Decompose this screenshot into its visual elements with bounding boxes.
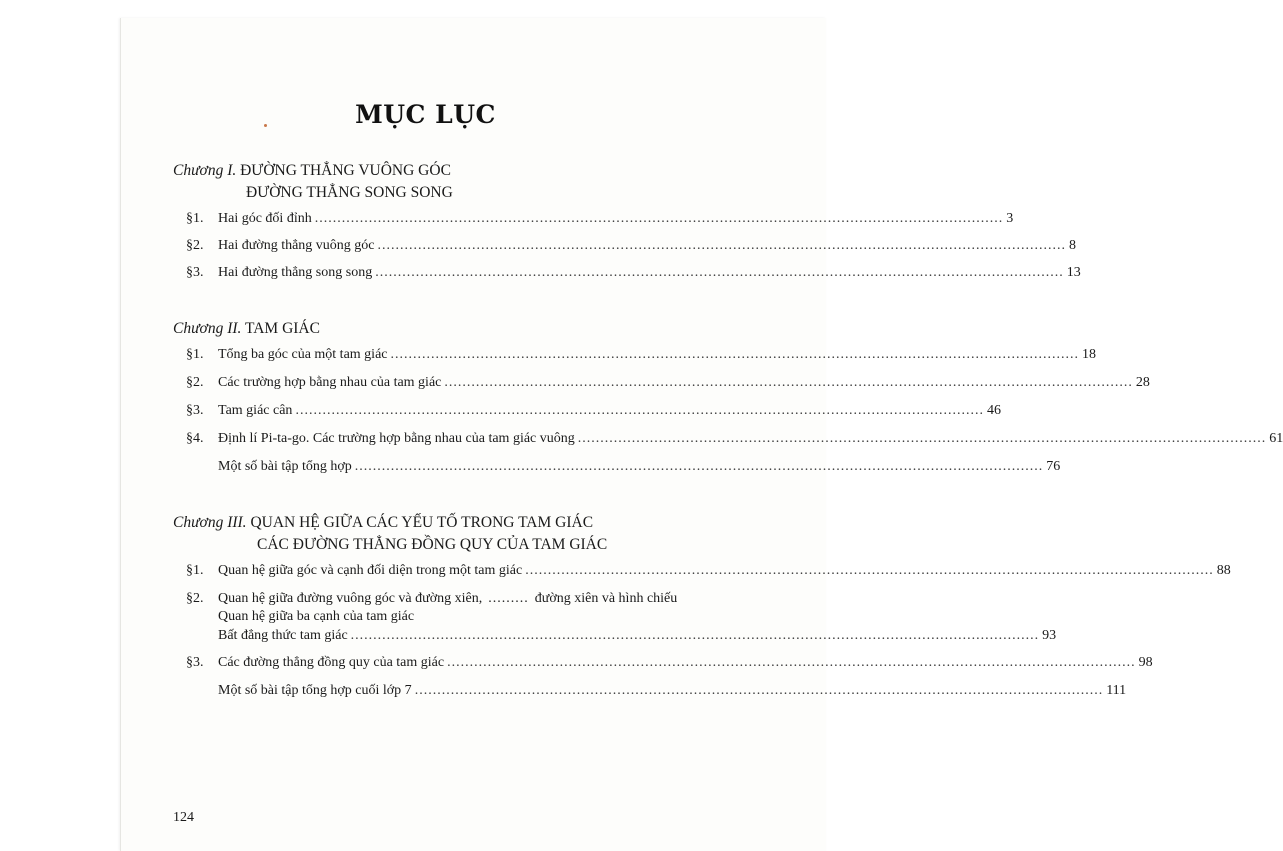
toc-entry[interactable] [186, 561, 1231, 581]
toc-entry[interactable] [186, 209, 1014, 229]
page-ref: 111 [1106, 683, 1127, 698]
toc-entry[interactable] [186, 236, 1077, 256]
section-number: §2. [186, 238, 204, 253]
dot-leader: ......................................................................................................................................................... [444, 375, 1133, 390]
dot-leader: ......................................................................................................................................................... [375, 265, 1064, 280]
entry-title: Một số bài tập tổng hợp [218, 459, 352, 474]
dot-leader: ......................................................................................................................................................... [414, 683, 1104, 698]
dot-leader: ......................................................................................................................................................... [377, 238, 1067, 253]
dot-leader: ......................................................................................................................................................... [577, 431, 1267, 446]
dot-leader: ......................................................................................................................................................... [525, 563, 1214, 578]
chapter-1-heading [173, 160, 453, 204]
toc-entry[interactable] [218, 681, 1127, 701]
toc-entry[interactable] [186, 345, 1096, 365]
section-number: §1. [186, 563, 204, 578]
entry-title-part-c: Quan hệ giữa ba cạnh của tam giác [218, 609, 415, 624]
page-ref: 46 [986, 403, 1001, 418]
chapter-1-title-line1: ĐƯỜNG THẲNG VUÔNG GÓC [240, 162, 451, 179]
toc-entry-multiline[interactable] [186, 589, 696, 609]
section-number: §1. [186, 347, 204, 362]
section-number: §3. [186, 655, 204, 670]
section-number: §2. [186, 591, 204, 606]
entry-title: Hai đường thẳng song song [218, 265, 373, 280]
chapter-1-title-line2: ĐƯỜNG THẲNG SONG SONG [246, 184, 453, 201]
toc-entry[interactable] [218, 457, 1061, 477]
entry-title: Định lí Pi-ta-go. Các trường hợp bằng nhau của tam giác vuông [218, 431, 575, 446]
entry-title-part-b: đường xiên và hình chiếu [534, 591, 678, 606]
entry-title-part-a: Quan hệ giữa đường vuông góc và đường xiên, [218, 591, 483, 606]
entry-title: Tổng ba góc của một tam giác [218, 347, 388, 362]
page-ref: 3 [1006, 211, 1014, 226]
page-ref: 13 [1066, 265, 1081, 280]
chapter-2-title-line1: TAM GIÁC [245, 320, 320, 337]
dot-leader: ......................................................................................................................................................... [314, 211, 1004, 226]
entry-title: Hai đường thẳng vuông góc [218, 238, 375, 253]
section-number: §3. [186, 265, 204, 280]
dot-leader: ......................................................................................................................................................... [390, 347, 1079, 362]
page-ref: 88 [1216, 563, 1231, 578]
toc-entry[interactable] [186, 401, 1001, 421]
chapter-3-title-line1: QUAN HỆ GIỮA CÁC YẾU TỐ TRONG TAM GIÁC [250, 514, 594, 531]
section-number: §4. [186, 431, 204, 446]
page-ref: 61 [1269, 431, 1283, 446]
chapter-2-prefix: Chương II. [173, 320, 242, 337]
toc-entry[interactable] [186, 429, 1283, 449]
entry-title: Các trường hợp bằng nhau của tam giác [218, 375, 442, 390]
ink-speck [264, 124, 267, 127]
page-ref: 98 [1138, 655, 1153, 670]
section-number: §2. [186, 375, 204, 390]
page-number: 124 [173, 810, 194, 825]
toc-entry[interactable] [186, 373, 1150, 393]
toc-entry-continuation[interactable] [218, 626, 1057, 646]
section-number: §3. [186, 403, 204, 418]
dot-leader: ......................................................................................................................................................... [295, 403, 984, 418]
dot-leader: ......... [488, 591, 529, 606]
page-ref: 93 [1042, 628, 1057, 643]
entry-title: Các đường thẳng đồng quy của tam giác [218, 655, 445, 670]
dot-leader: ......................................................................................................................................................... [447, 655, 1136, 670]
section-number: §1. [186, 211, 204, 226]
page-ref: 8 [1069, 238, 1077, 253]
entry-title: Tam giác cân [218, 403, 293, 418]
toc-entry[interactable] [186, 653, 1153, 673]
page-ref: 76 [1046, 459, 1061, 474]
chapter-3-prefix: Chương III. [173, 514, 247, 531]
dot-leader: ......................................................................................................................................................... [354, 459, 1044, 474]
page-title: MỤC LỤC [355, 100, 496, 129]
entry-title: Quan hệ giữa góc và cạnh đối diện trong một tam giác [218, 563, 523, 578]
chapter-3-heading [173, 512, 607, 556]
chapter-2-heading [173, 318, 320, 340]
entry-title: Một số bài tập tổng hợp cuối lớp 7 [218, 683, 412, 698]
chapter-1-prefix: Chương I. [173, 162, 237, 179]
entry-title: Bất đẳng thức tam giác [218, 628, 348, 643]
chapter-3-title-line2: CÁC ĐƯỜNG THẲNG ĐỒNG QUY CỦA TAM GIÁC [257, 536, 608, 553]
toc-entry[interactable] [186, 263, 1081, 283]
page-ref: 18 [1082, 347, 1096, 362]
page-ref: 28 [1135, 375, 1150, 390]
entry-title: Hai góc đối đỉnh [218, 211, 312, 226]
dot-leader: ......................................................................................................................................................... [350, 628, 1040, 643]
